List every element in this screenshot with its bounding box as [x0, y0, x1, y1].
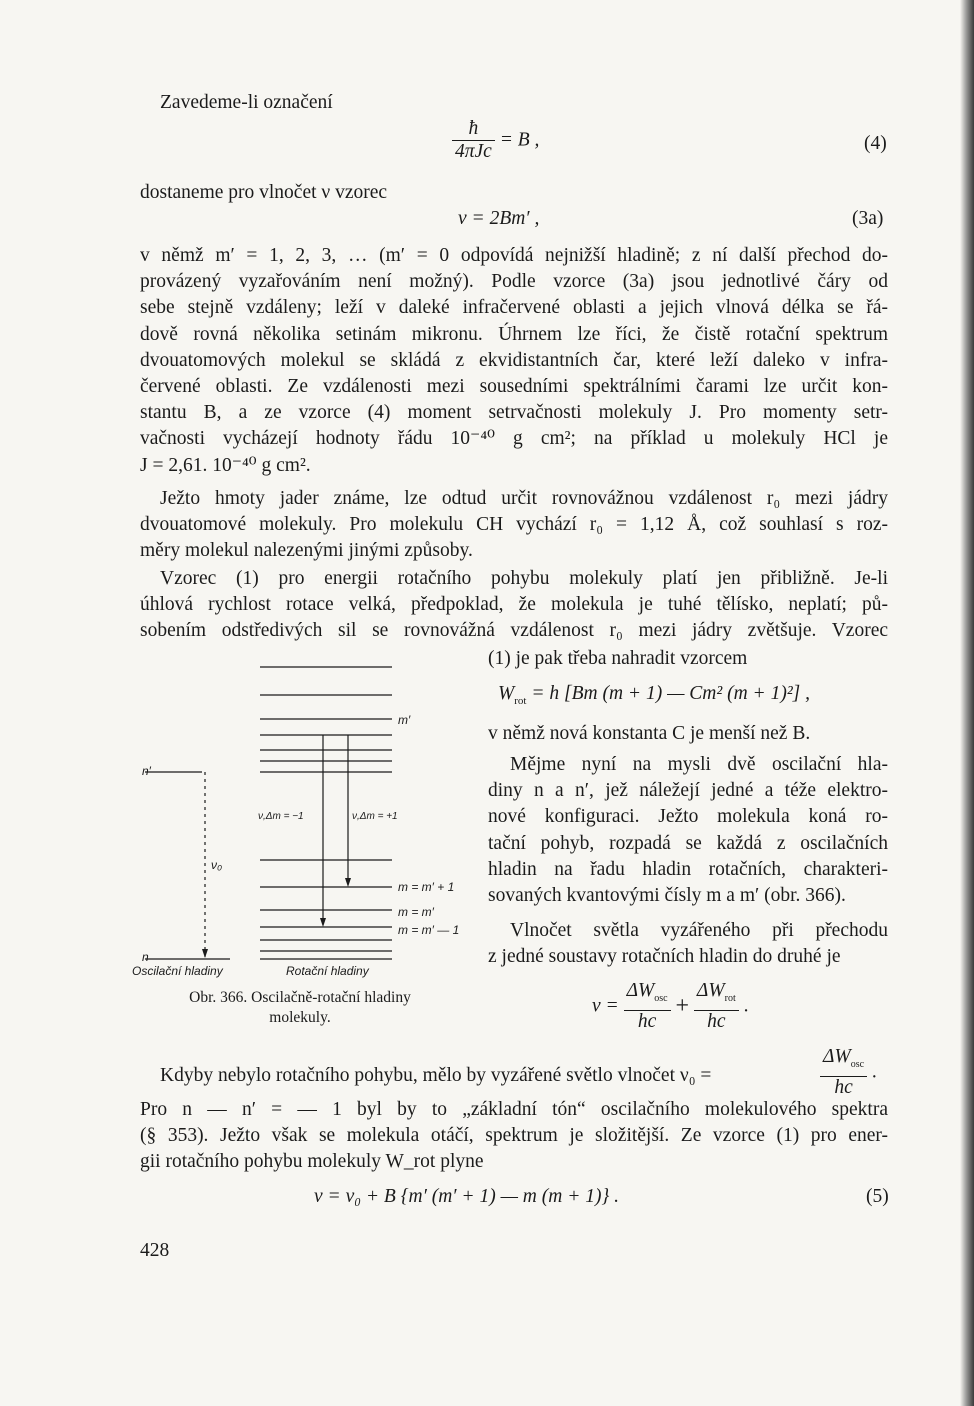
equation-5-label: (5)	[866, 1186, 889, 1207]
page-number: 428	[140, 1240, 170, 1261]
equation-4: $\frac{ħ}{\text{4πJc}}$ = B ,	[452, 118, 539, 163]
paragraph-6-line1: Kdyby nebylo rotačního pohybu, mělo by vyzářené světlo vlnočet ν₀ =	[160, 1065, 712, 1086]
equation-4-label: (4)	[864, 133, 887, 154]
label-dm-minus: ν,Δm = −1	[258, 811, 304, 822]
label-n: n	[142, 950, 149, 964]
paragraph-3: Vzorec (1) pro energii rotačního pohybu molekuly platí jen přibližně. Je-li úhlová rychlost rotace velká, předpoklad, že molekula je tuhé tělísko, neplatí; pů- sobením odstředivých sil se rovnovážná vzdálenost r₀ mezi jádry zvětšuje. Vzorec	[140, 568, 888, 642]
paragraph-2: Ježto hmoty jader známe, lze odtud určit rovnovážnou vzdálenost r₀ mezi jádry dvouatomové molekuly. Pro molekulu CH vychází r₀ = 1,12 Å, což souhlasí s roz- měry molekul nalezenými jinými způsoby.	[140, 488, 888, 562]
intro-text: Zavedeme-li označení	[160, 92, 333, 113]
figure-caption: Obr. 366. Oscilačně-rotační hladiny molekuly.	[189, 989, 411, 1026]
label-n-prime: n′	[142, 764, 151, 778]
equation-nu0: $\frac{\Delta W_{osc}}{hc}$ .	[820, 1046, 877, 1099]
label-m-m-prime: m = m′	[398, 905, 434, 919]
label-dm-plus: ν,Δm = +1	[352, 811, 398, 822]
paragraph-6: Pro n — n′ = — 1 byl by to „základní tón“ oscilačního molekulového spektra (§ 353). Ježto však se molekula otáčí, spektrum je složitější. Ze vzorce (1) pro ener- gii rotačního pohybu molekuly W_rot plyne	[140, 1099, 888, 1173]
equation-nu: ν = $\frac{\Delta W_{osc}}{hc}$ + $\frac{\Delta W_{rot}}{hc}$ .	[592, 980, 749, 1032]
paragraph-1: v němž m′ = 1, 2, 3, … (m′ = 0 odpovídá nejnižší hladině; z ní další přechod do- provázený vyzařováním není možný). Podle vzorce (3a) jsou jednotlivé čáry od sebe stejně vzdáleny; leží v daleké infračervené oblasti a jejich vlnová délka se řá- dově rovná několika setinám mikronu. Úhrnem lze říci, že čistě rotační spektrum dvouatomových molekul se skládá z ekvidistantních čar, které leží daleko v infra- červené oblasti. Ze vzdálenosti mezi sousedními spektrálními čarami lze určit kon- stantu B, a ze vzorce (4) moment setrvačnosti molekuly J. Pro momenty setr- vačnosti vycházejí hodnoty řádu 10⁻⁴⁰ g cm²; na příklad u molekuly HCl je J = 2,61. 10⁻⁴⁰ g cm².	[140, 245, 888, 476]
label-rotation-levels: Rotační hladiny	[286, 964, 369, 978]
transition-dm-minus-arrowhead	[320, 918, 326, 927]
after-wrot-text: v němž nová konstanta C je menší než B.	[488, 723, 811, 744]
page-edge-shadow	[960, 0, 974, 1406]
label-nu0: ν₀	[211, 858, 223, 872]
paragraph-4: Mějme nyní na mysli dvě oscilační hla- diny n a n′, jež náležejí jedné a téže elektro- nové konfiguraci. Ježto molekula koná ro- tační pohyb, rozpadá se každá z oscilačních hladin na řadu hladin rotačních, charakteri- sovaných kvantovými čísly m a m′ (obr. 366).	[488, 754, 888, 906]
paragraph-5: Vlnočet světla vyzářeného při přechodu z jedné soustavy rotačních hladin do druhé je	[488, 920, 888, 968]
equation-wrot: $W_{rot} = h$ [Bm (m + 1) — Cm² (m + 1)²] ,	[498, 683, 811, 707]
label-m-m-prime-plus-1: m = m′ + 1	[398, 880, 455, 894]
nu0-arrowhead	[202, 949, 208, 958]
transition-dm-plus-arrowhead	[345, 878, 351, 887]
label-m-m-prime-minus-1: m = m′ — 1	[398, 923, 460, 937]
label-oscillation-levels: Oscilační hladiny	[132, 964, 223, 978]
equation-3a-label: (3a)	[852, 208, 884, 229]
equation-5: ν = ν₀ + B {m′ (m′ + 1) — m (m + 1)} .	[314, 1186, 620, 1207]
label-m-prime: m′	[398, 713, 411, 727]
paragraph-3-tail: (1) je pak třeba nahradit vzorcem	[488, 648, 748, 669]
vzorec-intro: dostaneme pro vlnočet ν vzorec	[140, 182, 388, 203]
equation-3a: ν = 2Bm′ ,	[458, 208, 540, 229]
